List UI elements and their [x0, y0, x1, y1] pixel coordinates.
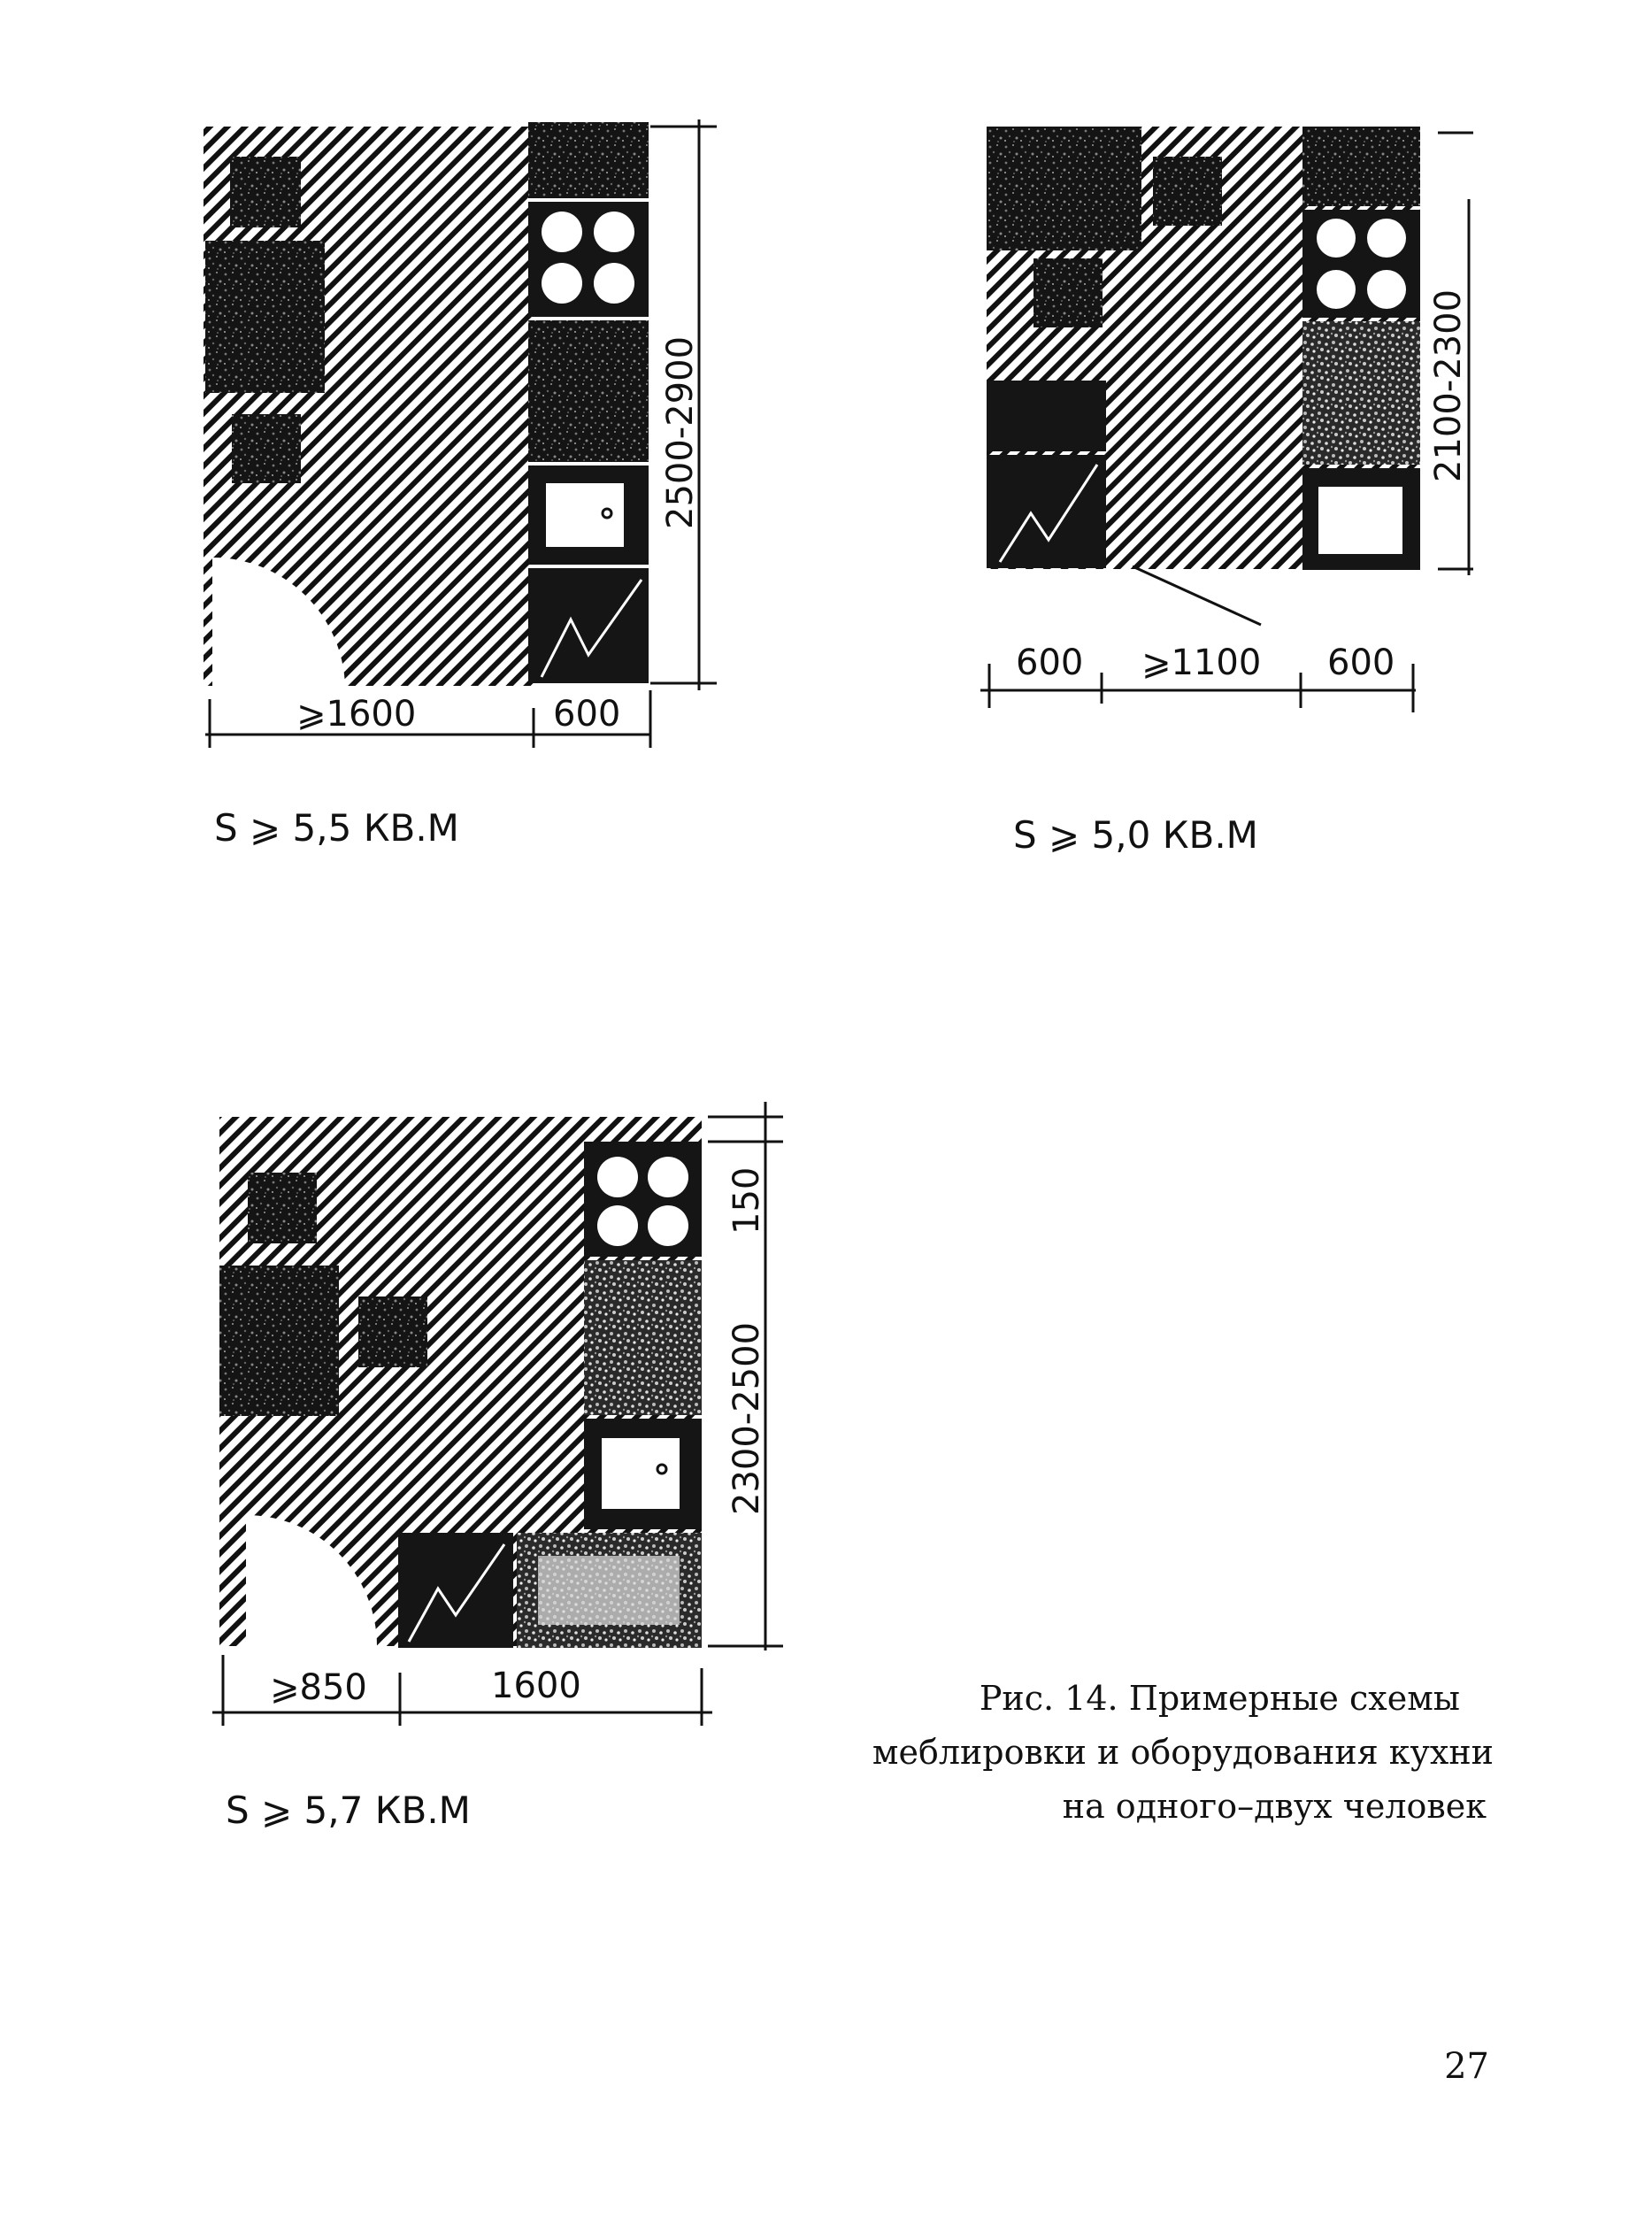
sink: [602, 1438, 680, 1509]
burner: [597, 1205, 638, 1246]
counter-cabinet: [528, 122, 649, 198]
sink: [1318, 487, 1402, 554]
caption-line: на одного–двух человек: [1062, 1787, 1487, 1826]
table: [987, 127, 1141, 250]
area-label: S ⩾ 5,7 КВ.М: [226, 1789, 471, 1832]
burner: [542, 263, 582, 304]
figure-caption: [872, 1679, 1494, 1826]
fridge: [987, 455, 1106, 568]
burner: [1367, 219, 1406, 258]
work-surface: [528, 320, 649, 462]
burner: [648, 1157, 688, 1197]
burner: [594, 212, 634, 252]
dim-width-right: 600: [553, 694, 621, 735]
area-label: S ⩾ 5,0 КВ.М: [1013, 813, 1258, 857]
area-label: S ⩾ 5,5 КВ.М: [214, 806, 459, 850]
dim-width-right: 600: [1327, 642, 1395, 683]
dim-width-center: ⩾1100: [1141, 642, 1262, 683]
burner: [1317, 270, 1356, 309]
chair: [1033, 258, 1103, 327]
dim-gap: 150: [726, 1166, 767, 1235]
dim-width-right: 1600: [491, 1666, 581, 1706]
dim-width-left: ⩾1600: [296, 694, 417, 735]
burner: [1367, 270, 1406, 309]
caption-line: меблировки и оборудования кухни: [872, 1733, 1494, 1772]
burner: [542, 212, 582, 252]
chair: [1153, 157, 1222, 226]
burner: [597, 1157, 638, 1197]
table: [205, 241, 325, 393]
chair: [230, 157, 301, 227]
caption-line: Рис. 14. Примерные схемы: [979, 1679, 1460, 1718]
counter-cabinet: [1302, 127, 1420, 206]
chair: [248, 1173, 317, 1243]
dim-depth: 2300-2500: [726, 1321, 767, 1515]
work-surface: [1302, 321, 1420, 465]
burner: [594, 263, 634, 304]
dim-depth: 2500-2900: [660, 335, 701, 529]
table: [219, 1266, 339, 1416]
bottom-counter-top: [538, 1556, 680, 1625]
burner: [1317, 219, 1356, 258]
chair: [358, 1297, 427, 1367]
chair: [232, 414, 301, 483]
burner: [648, 1205, 688, 1246]
stove: [584, 1142, 702, 1257]
kitchen-plan-1: [204, 119, 717, 850]
page-number: 27: [1444, 2046, 1489, 2087]
dim-width-left: 600: [1016, 642, 1084, 683]
leader-line: [1133, 566, 1261, 625]
kitchen-plan-2: [980, 127, 1473, 857]
dim-depth: 2100-2300: [1428, 289, 1469, 482]
stove: [1302, 210, 1420, 318]
kitchen-plan-3: [212, 1102, 783, 1832]
dim-width-left: ⩾850: [270, 1667, 367, 1708]
cabinet: [987, 381, 1106, 451]
work-surface: [584, 1260, 702, 1415]
